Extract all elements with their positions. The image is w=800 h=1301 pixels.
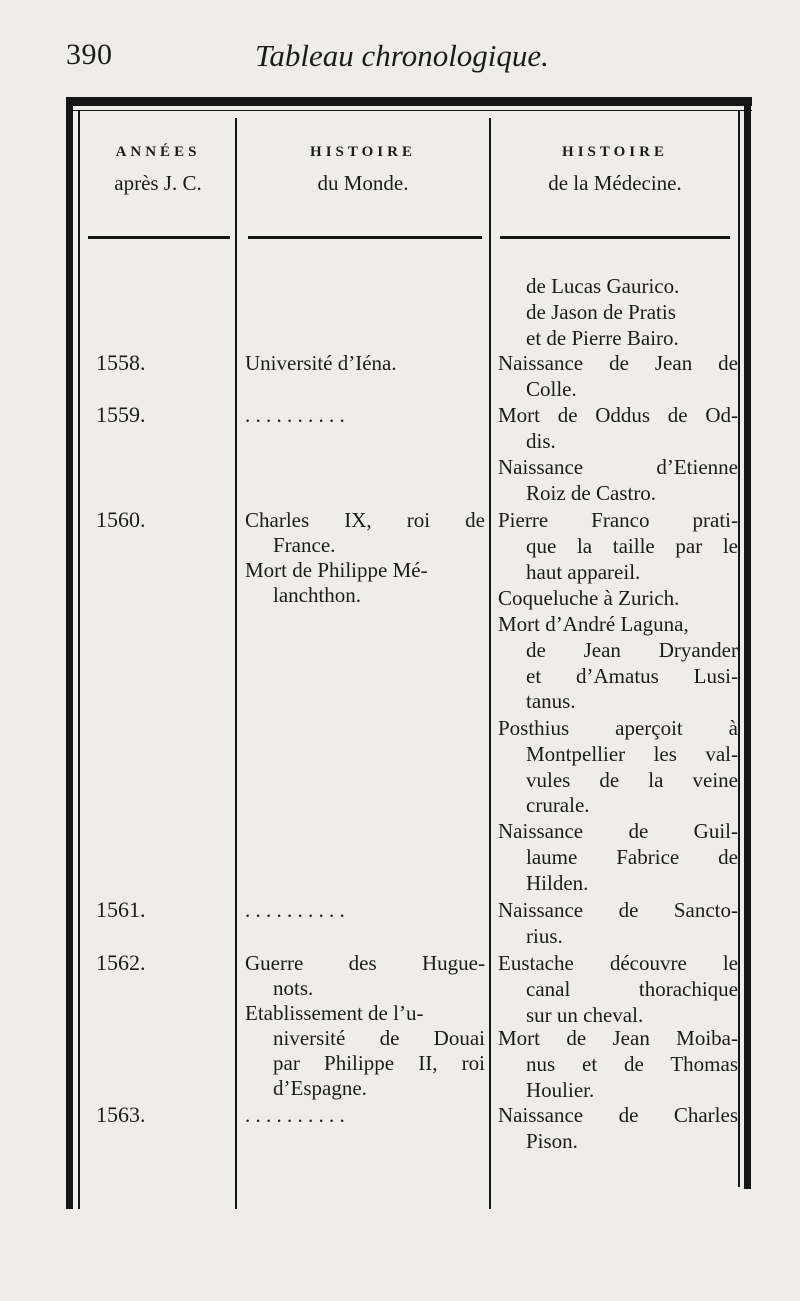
- monde-line: Université d’Iéna.: [245, 351, 397, 375]
- monde-line: par Philippe II, roi: [273, 1051, 485, 1075]
- monde-entry: [245, 1103, 485, 1128]
- column-divider-monde: [489, 118, 491, 1209]
- year-1561: 1561.: [96, 897, 146, 922]
- medecine-entry: [498, 716, 738, 819]
- medecine-line: haut appareil.: [526, 559, 641, 584]
- medecine-entry: [498, 898, 738, 950]
- medecine-line: canal thorachique: [526, 976, 738, 1001]
- monde-entry: [245, 951, 485, 1001]
- monde-line: lanchthon.: [273, 583, 362, 607]
- monde-line: d’Espagne.: [273, 1076, 367, 1100]
- medecine-line: nus et de Thomas: [526, 1051, 738, 1076]
- medecine-entry: [498, 1026, 738, 1103]
- medecine-entry: [498, 1103, 738, 1155]
- medecine-line: vules de la veine: [526, 767, 738, 792]
- column-divider-years: [235, 118, 237, 1209]
- medecine-line: laume Fabrice de: [526, 844, 738, 869]
- right-inner-rule: [738, 110, 740, 1187]
- header-rule-monde: [248, 236, 482, 239]
- year-1560: 1560.: [96, 507, 146, 532]
- medecine-line: Colle.: [526, 376, 577, 401]
- monde-leader-dots: . . . . . . . . . .: [245, 1103, 345, 1127]
- medecine-line: Pierre Franco prati-: [498, 508, 738, 532]
- medecine-line: et d’Amatus Lusi-: [526, 663, 738, 688]
- monde-line: nots.: [273, 976, 314, 1000]
- medecine-line: sur un cheval.: [526, 1002, 644, 1027]
- header-years-bottom: après J. C.: [114, 171, 202, 195]
- medecine-line: Coqueluche à Zurich.: [498, 586, 680, 610]
- medecine-line: crurale.: [526, 793, 590, 818]
- monde-entry: [245, 1001, 485, 1101]
- medecine-line: Naissance de Charles: [498, 1103, 738, 1127]
- medecine-line: Naissance de Jean de: [498, 351, 738, 375]
- header-monde-bottom: du Monde.: [317, 171, 409, 195]
- medecine-line: Eustache découvre le: [498, 951, 738, 975]
- monde-entry: [245, 403, 485, 428]
- medecine-line: Mort de Jean Moiba-: [498, 1026, 738, 1050]
- monde-entry: [245, 898, 485, 923]
- medecine-entry: [498, 819, 738, 896]
- header-medecine-top: HISTOIRE: [562, 144, 668, 160]
- monde-line: Charles IX, roi de: [245, 508, 485, 532]
- medecine-line: Naissance de Sancto-: [498, 898, 738, 922]
- medecine-entry: [498, 951, 738, 1028]
- header-years-top: ANNÉES: [115, 144, 201, 160]
- header-medecine: [494, 145, 736, 194]
- medecine-line: Naissance de Guil-: [498, 819, 738, 843]
- medecine-line: de Lucas Gaurico.: [526, 274, 680, 298]
- medecine-entry: [498, 586, 738, 612]
- header-monde: [240, 145, 486, 194]
- medecine-line: Posthius aperçoit à: [498, 716, 738, 740]
- monde-line: niversité de Douai: [273, 1026, 485, 1050]
- medecine-line: Mort d’André Laguna,: [498, 612, 689, 636]
- medecine-entry: [498, 508, 738, 585]
- medecine-line: Houlier.: [526, 1077, 595, 1102]
- running-title: Tableau chronologique.: [255, 38, 549, 73]
- medecine-entry: [498, 274, 738, 351]
- header-rule-medecine: [500, 236, 730, 239]
- monde-entry: [245, 558, 485, 608]
- medecine-line: que la taille par le: [526, 533, 738, 558]
- medecine-line: de Jean Dryander: [526, 637, 738, 662]
- medecine-line: Montpellier les val-: [526, 741, 738, 766]
- medecine-line: Hilden.: [526, 870, 589, 895]
- header-years: [82, 145, 234, 194]
- monde-line: Mort de Philippe Mé-: [245, 558, 428, 582]
- medecine-line: Naissance d’Etienne: [498, 455, 738, 479]
- header-rule-years: [88, 236, 230, 239]
- monde-line: France.: [273, 533, 336, 557]
- year-1563: 1563.: [96, 1102, 146, 1127]
- medecine-entry: [498, 351, 738, 403]
- year-1559: 1559.: [96, 402, 146, 427]
- monde-line: Guerre des Hugue-: [245, 951, 485, 975]
- table-top-rule: [66, 110, 752, 111]
- left-inner-rule: [78, 110, 80, 1209]
- medecine-entry: [498, 455, 738, 507]
- left-border: [66, 97, 73, 1209]
- header-monde-top: HISTOIRE: [310, 144, 416, 160]
- year-1558: 1558.: [96, 350, 146, 375]
- medecine-line: dis.: [526, 428, 556, 453]
- medecine-line: tanus.: [526, 689, 576, 714]
- medecine-line: et de Pierre Bairo.: [526, 325, 679, 350]
- medecine-line: rius.: [526, 923, 563, 948]
- medecine-line: de Jason de Pratis: [526, 299, 676, 324]
- right-border: [744, 97, 751, 1189]
- medecine-entry: [498, 612, 738, 715]
- medecine-line: Mort de Oddus de Od-: [498, 403, 738, 427]
- monde-entry: [245, 351, 485, 376]
- medecine-entry: [498, 403, 738, 455]
- monde-leader-dots: . . . . . . . . . .: [245, 403, 345, 427]
- medecine-line: Roiz de Castro.: [526, 480, 657, 505]
- medecine-line: Pison.: [526, 1128, 578, 1153]
- monde-entry: [245, 508, 485, 558]
- monde-line: Etablissement de l’u-: [245, 1001, 424, 1025]
- monde-leader-dots: . . . . . . . . . .: [245, 898, 345, 922]
- year-1562: 1562.: [96, 950, 146, 975]
- header-medecine-bottom: de la Médecine.: [548, 171, 682, 195]
- page-number: 390: [66, 38, 113, 71]
